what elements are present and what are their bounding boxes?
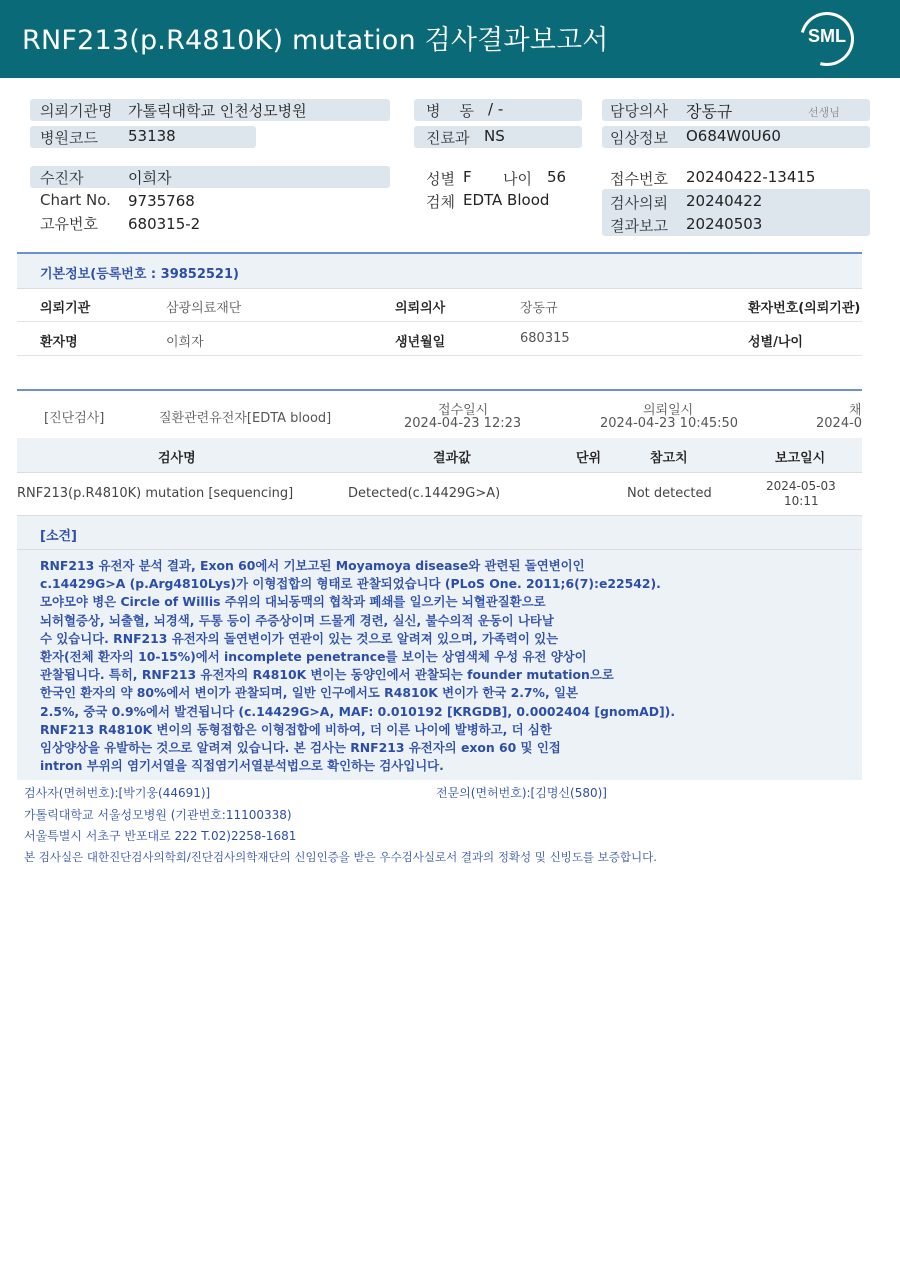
opinion-top-rule [17, 515, 862, 516]
third-label: 채 [849, 403, 862, 418]
opinion-line: 환자(전체 환자의 10-15%)에서 incomplete penetrance를 보이는 상염색체 우성 유전 양상이 [40, 649, 587, 665]
chart-value: 9735768 [128, 192, 195, 210]
third-value: 2024-0 [816, 416, 862, 431]
col-report-date: 보고일시 [775, 451, 826, 466]
opinion-line: 모야모야 병은 Circle of Willis 주위의 대뇌동맥의 협착과 폐쇄를 일으키는 뇌혈관질환으로 [40, 594, 546, 610]
opinion-line: 뇌허혈증상, 뇌출혈, 뇌경색, 두통 등이 주증상이며 드물게 경련, 실신, 불수의적 운동이 나타날 [40, 612, 554, 628]
unique-label: 고유번호 [40, 215, 98, 233]
row-reference: Not detected [627, 486, 712, 501]
opinion-title: [소견] [40, 529, 77, 544]
basic-patient-no-label: 환자번호(의뢰기관) [748, 301, 861, 316]
basic-inst-value: 삼광의료재단 [166, 301, 242, 316]
opinion-line: 2.5%, 중국 0.9%에서 발견됩니다 (c.14429G>A, MAF: 0.010192 [KRGDB], 0.0002404 [gnomAD]). [40, 703, 676, 719]
test-name: 질환관련유전자[EDTA blood] [159, 411, 332, 426]
ward-value: / - [488, 100, 504, 118]
inst-label: 의뢰기관명 [40, 102, 113, 120]
basic-doctor-value: 장동규 [520, 301, 558, 316]
clinical-label: 임상정보 [610, 129, 668, 147]
req-value: 2024-04-23 10:45:50 [600, 416, 739, 431]
basic-name-value: 이희자 [166, 335, 204, 350]
specialist: 전문의(면허번호):[김명신(580)] [436, 786, 607, 800]
basic-doctor-label: 의뢰의사 [395, 301, 446, 316]
age-value: 56 [547, 168, 567, 186]
report-label: 결과보고 [610, 217, 668, 235]
unique-value: 680315-2 [128, 215, 201, 233]
basic-birth-value: 680315 [520, 331, 570, 346]
logo-text: SML [808, 26, 846, 46]
basic-name-label: 환자명 [40, 335, 78, 350]
code-value: 53138 [128, 127, 176, 145]
results-rule [17, 472, 862, 473]
opinion-line: RNF213 유전자 분석 결과, Exon 60에서 기보고된 Moyamoya disease와 관련된 돌연변이인 [40, 558, 585, 573]
opinion-line: c.14429G>A (p.Arg4810Lys)가 이형접합의 형태로 관찰되었습니다 (PLoS One. 2011;6(7):e22542). [40, 576, 661, 592]
col-unit: 단위 [576, 451, 602, 466]
basic-rule-1 [17, 288, 862, 289]
receipt-value: 20240422-13415 [686, 168, 816, 186]
opinion-title-rule [17, 549, 862, 550]
sex-label: 성별 [426, 170, 455, 188]
address-info: 서울특별시 서초구 반포대로 222 T.02)2258-1681 [24, 829, 297, 843]
opinion-line: intron 부위의 염기서열을 직접염기서열분석법으로 확인하는 검사입니다. [40, 758, 444, 774]
opinion-line: 관찰됩니다. 특히, RNF213 유전자의 R4810K 변이는 동양인에서 관찰되는 founder mutation으로 [40, 667, 614, 683]
sex-value: F [463, 168, 472, 186]
dept-label: 진료과 [426, 129, 470, 147]
sml-logo [800, 12, 852, 64]
recv-label: 접수일시 [438, 403, 489, 418]
specimen-label: 검체 [426, 193, 455, 211]
basic-rule-2 [17, 321, 862, 322]
req-label: 의뢰일시 [643, 403, 694, 418]
recv-value: 2024-04-23 12:23 [404, 416, 522, 431]
request-label: 검사의뢰 [610, 194, 668, 212]
examiner: 검사자(면허번호):[박기웅(44691)] [24, 786, 211, 800]
report-title: RNF213(p.R4810K) mutation 검사결과보고서 [22, 25, 609, 56]
chart-label: Chart No. [40, 191, 111, 209]
basic-title: 기본정보(등록번호 : 39852521) [40, 267, 239, 282]
opinion-line: 임상양상을 유발하는 것으로 알려져 있습니다. 본 검사는 RNF213 유전자의 exon 60 및 인접 [40, 740, 561, 756]
row-result: Detected(c.14429G>A) [348, 486, 501, 501]
basic-sexage-label: 성별/나이 [748, 335, 803, 350]
dept-value: NS [484, 127, 505, 145]
opinion-text [40, 557, 860, 775]
inst-value: 가톨릭대학교 인천성모병원 [128, 102, 307, 120]
patient-value: 이희자 [128, 169, 172, 187]
row-date: 2024-05-03 [766, 479, 836, 493]
doctor-value: 장동규 [686, 102, 733, 121]
test-category: [진단검사] [44, 411, 105, 426]
opinion-line: 수 있습니다. RNF213 유전자의 돌연변이가 연관이 있는 것으로 알려져 있으며, 가족력이 있는 [40, 630, 559, 646]
opinion-line: 한국인 환자의 약 80%에서 변이가 관찰되며, 일반 인구에서도 R4810K 변이가 한국 2.7%, 일본 [40, 685, 578, 701]
request-value: 20240422 [686, 192, 763, 210]
certification-note: 본 검사실은 대한진단검사의학회/진단검사의학재단의 신임인증을 받은 우수검사실로서 결과의 정확성 및 신빙도를 보증합니다. [24, 850, 657, 864]
basic-birth-label: 생년월일 [395, 335, 446, 350]
col-test-name: 검사명 [158, 451, 196, 466]
patient-label: 수진자 [40, 169, 84, 187]
opinion-line: RNF213 R4810K 변이의 동형접합은 이형접합에 비하여, 더 이른 나이에 발병하고, 더 심한 [40, 721, 552, 737]
doctor-label: 담당의사 [610, 102, 668, 120]
receipt-label: 접수번호 [610, 170, 668, 188]
col-result: 결과값 [433, 451, 471, 466]
ward-label: 병 동 [426, 102, 475, 120]
test-top-rule [17, 389, 862, 391]
clinical-value: O684W0U60 [686, 127, 781, 145]
report-value: 20240503 [686, 215, 763, 233]
col-reference: 참고치 [650, 451, 688, 466]
age-label: 나이 [503, 170, 532, 188]
row-time: 10:11 [784, 494, 819, 508]
doctor-suffix: 선생님 [808, 106, 840, 119]
basic-inst-label: 의뢰기관 [40, 301, 91, 316]
specimen-value: EDTA Blood [463, 191, 550, 209]
row-test-name: RNF213(p.R4810K) mutation [sequencing] [17, 486, 294, 501]
code-label: 병원코드 [40, 129, 98, 147]
hospital-info: 가톨릭대학교 서울성모병원 (기관번호:11100338) [24, 808, 292, 822]
basic-rule-3 [17, 355, 862, 356]
patient-pill [30, 166, 390, 188]
report-header [0, 0, 900, 78]
